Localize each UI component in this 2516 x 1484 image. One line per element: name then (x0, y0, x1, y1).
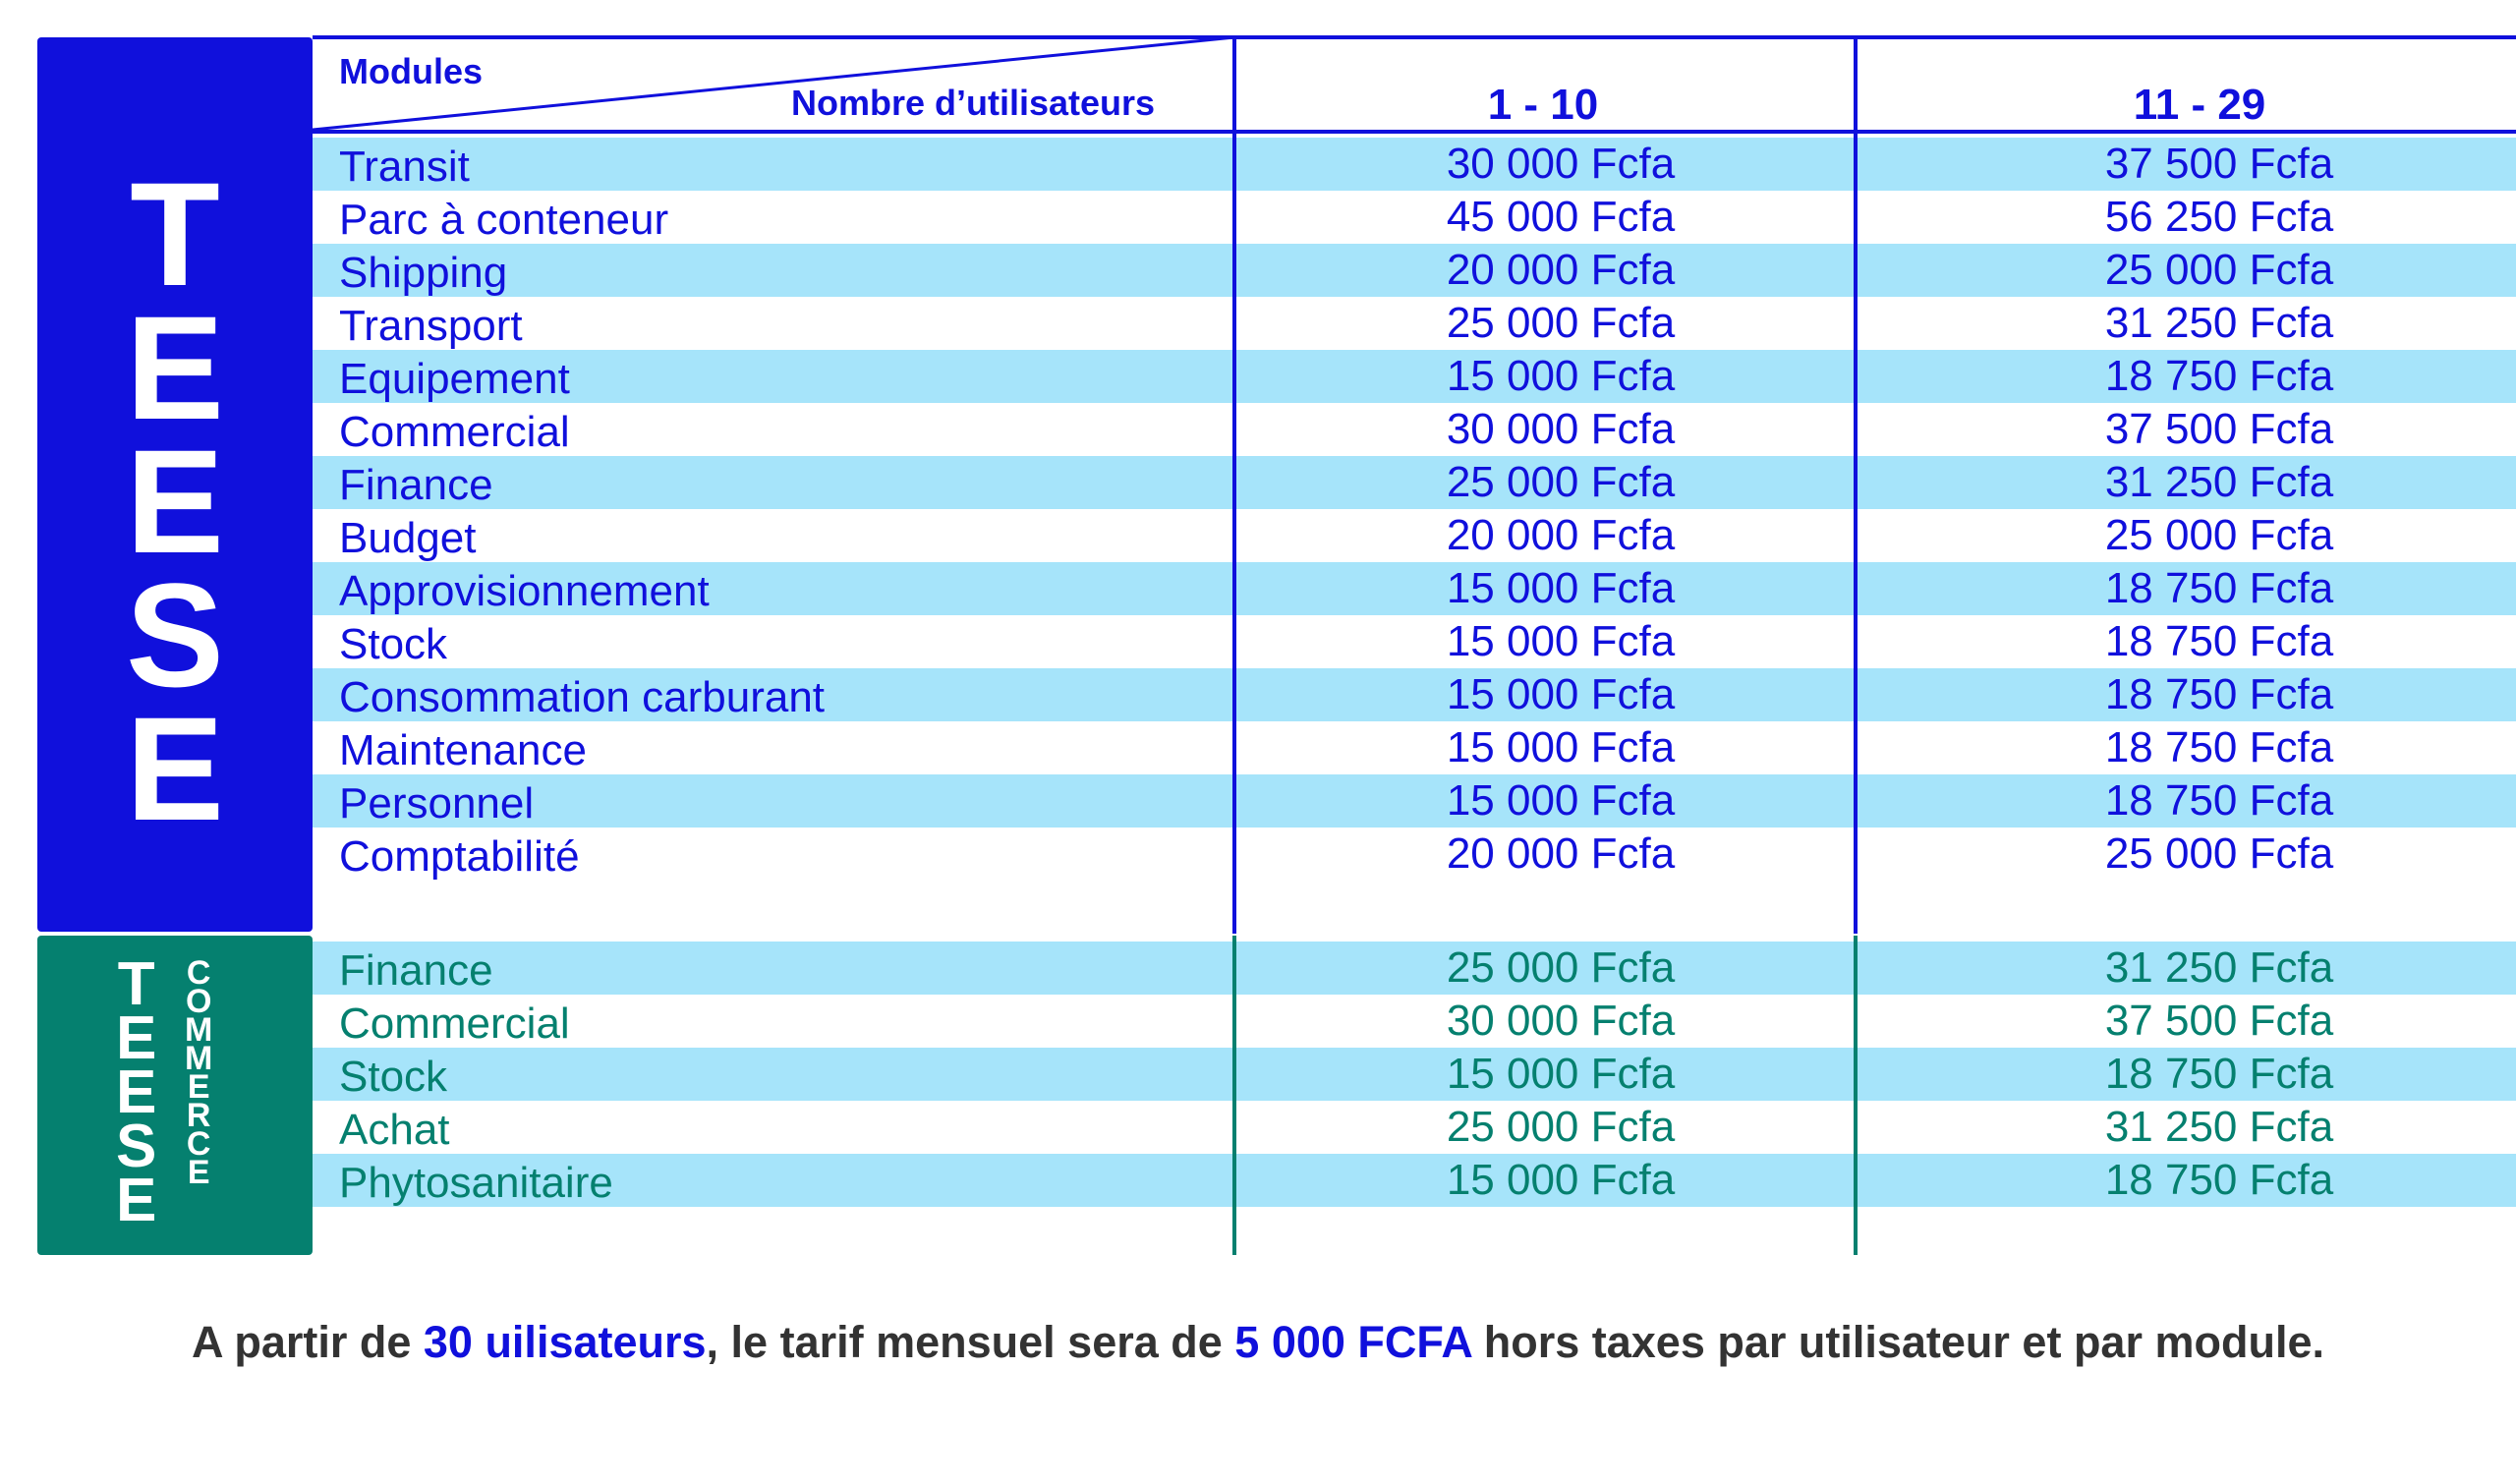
commerce-teese-letter: E (116, 1058, 157, 1126)
module-name: Personnel (339, 779, 535, 828)
module-name: Finance (339, 946, 493, 995)
price-1-10: 15 000 Fcfa (1446, 617, 1676, 665)
commerce-letter: M (185, 1040, 213, 1077)
commerce-teese-letter: E (116, 1167, 157, 1234)
footnote-user-threshold: 30 uilisateurs (423, 1317, 707, 1367)
module-name: Budget (339, 514, 477, 562)
module-name: Equipement (339, 355, 570, 403)
price-11-29: 31 250 Fcfa (2104, 943, 2334, 992)
teese-letter: T (130, 151, 220, 316)
commerce-letter: E (187, 1068, 210, 1106)
price-11-29: 18 750 Fcfa (2104, 670, 2334, 718)
footnote-monthly-rate: 5 000 FCFA (1234, 1317, 1472, 1367)
teese-letter: E (125, 686, 225, 851)
table-row (313, 721, 2516, 774)
teese-commerce-side-label (37, 936, 313, 1255)
price-11-29: 37 500 Fcfa (2104, 405, 2334, 453)
price-1-10: 15 000 Fcfa (1446, 670, 1676, 718)
module-name: Achat (339, 1106, 450, 1154)
header-users-label: Nombre d’utilisateurs (791, 83, 1156, 123)
price-11-29: 18 750 Fcfa (2104, 776, 2334, 825)
module-name: Transport (339, 302, 523, 350)
module-name: Maintenance (339, 726, 587, 774)
header-column-11-29: 11 - 29 (2133, 81, 2266, 129)
table-row (313, 615, 2516, 668)
table-row (313, 828, 2516, 881)
price-1-10: 25 000 Fcfa (1446, 943, 1676, 992)
price-11-29: 18 750 Fcfa (2104, 1156, 2334, 1204)
commerce-letter: C (186, 1125, 211, 1163)
commerce-letter: C (186, 954, 211, 992)
table-row (313, 191, 2516, 244)
table-row (313, 1154, 2516, 1207)
price-1-10: 20 000 Fcfa (1446, 829, 1676, 878)
teese-letter: E (125, 285, 225, 450)
price-1-10: 30 000 Fcfa (1446, 997, 1676, 1045)
price-11-29: 37 500 Fcfa (2104, 997, 2334, 1045)
commerce-letter: R (186, 1097, 211, 1134)
column-divider-2-commerce (1854, 936, 1858, 1255)
module-name: Finance (339, 461, 493, 509)
module-name: Stock (339, 620, 448, 668)
commerce-teese-letter: S (116, 1113, 157, 1180)
price-11-29: 25 000 Fcfa (2104, 829, 2334, 878)
module-name: Shipping (339, 249, 508, 297)
module-name: Commercial (339, 999, 570, 1048)
table-row (313, 138, 2516, 191)
commerce-teese-letters (116, 950, 157, 1234)
table-row (313, 244, 2516, 297)
price-11-29: 18 750 Fcfa (2104, 617, 2334, 665)
commerce-teese-letter: T (117, 950, 155, 1018)
price-11-29: 25 000 Fcfa (2104, 246, 2334, 294)
commerce-letter: E (187, 1154, 210, 1191)
price-1-10: 15 000 Fcfa (1446, 1050, 1676, 1098)
module-name: Parc à conteneur (339, 196, 669, 244)
column-divider-1 (1232, 35, 1236, 934)
price-11-29: 18 750 Fcfa (2104, 1050, 2334, 1098)
header-modules-label: Modules (339, 51, 484, 91)
teese-letters (37, 151, 313, 851)
module-name: Comptabilité (339, 832, 580, 881)
price-1-10: 15 000 Fcfa (1446, 723, 1676, 771)
table-row (313, 1048, 2516, 1101)
commerce-letter: M (185, 1011, 213, 1049)
price-11-29: 18 750 Fcfa (2104, 723, 2334, 771)
price-1-10: 45 000 Fcfa (1446, 193, 1676, 241)
price-11-29: 31 250 Fcfa (2104, 458, 2334, 506)
column-divider-1-commerce (1232, 936, 1236, 1255)
header-column-1-10: 1 - 10 (1487, 81, 1599, 129)
table-row (313, 668, 2516, 721)
price-1-10: 25 000 Fcfa (1446, 1103, 1676, 1151)
teese-side-label (37, 37, 313, 932)
module-name: Phytosanitaire (339, 1159, 613, 1207)
table-row (313, 774, 2516, 828)
table-row (313, 995, 2516, 1048)
price-11-29: 18 750 Fcfa (2104, 564, 2334, 612)
price-1-10: 15 000 Fcfa (1446, 776, 1676, 825)
price-11-29: 37 500 Fcfa (2104, 140, 2334, 188)
table-row (313, 942, 2516, 995)
price-11-29: 31 250 Fcfa (2104, 299, 2334, 347)
table-row (313, 509, 2516, 562)
footnote-text: A partir de (192, 1317, 424, 1367)
column-divider-2 (1854, 35, 1858, 934)
module-name: Consommation carburant (339, 673, 826, 721)
teese-letter: S (125, 552, 225, 717)
commerce-letter: O (185, 983, 212, 1020)
price-1-10: 30 000 Fcfa (1446, 140, 1676, 188)
module-name: Approvisionnement (339, 567, 710, 615)
price-1-10: 20 000 Fcfa (1446, 246, 1676, 294)
table-row (313, 456, 2516, 509)
footnote-text: hors taxes par utilisateur et par module. (1471, 1317, 2324, 1367)
module-name: Stock (339, 1053, 448, 1101)
price-11-29: 56 250 Fcfa (2104, 193, 2334, 241)
price-1-10: 15 000 Fcfa (1446, 352, 1676, 400)
table-row (313, 562, 2516, 615)
price-11-29: 31 250 Fcfa (2104, 1103, 2334, 1151)
module-name: Commercial (339, 408, 570, 456)
table-row (313, 297, 2516, 350)
commerce-word-letters (185, 954, 213, 1191)
price-1-10: 25 000 Fcfa (1446, 299, 1676, 347)
pricing-footnote (0, 1317, 2516, 1368)
module-name: Transit (339, 143, 470, 191)
price-1-10: 15 000 Fcfa (1446, 564, 1676, 612)
price-1-10: 25 000 Fcfa (1446, 458, 1676, 506)
footnote-text: , le tarif mensuel sera de (706, 1317, 1235, 1367)
header-bottom-rule (313, 130, 2516, 134)
price-11-29: 25 000 Fcfa (2104, 511, 2334, 559)
table-row (313, 1101, 2516, 1154)
price-1-10: 15 000 Fcfa (1446, 1156, 1676, 1204)
price-11-29: 18 750 Fcfa (2104, 352, 2334, 400)
price-1-10: 30 000 Fcfa (1446, 405, 1676, 453)
teese-letter: E (125, 419, 225, 584)
price-1-10: 20 000 Fcfa (1446, 511, 1676, 559)
table-row (313, 350, 2516, 403)
table-row (313, 403, 2516, 456)
commerce-teese-letter: E (116, 1004, 157, 1072)
